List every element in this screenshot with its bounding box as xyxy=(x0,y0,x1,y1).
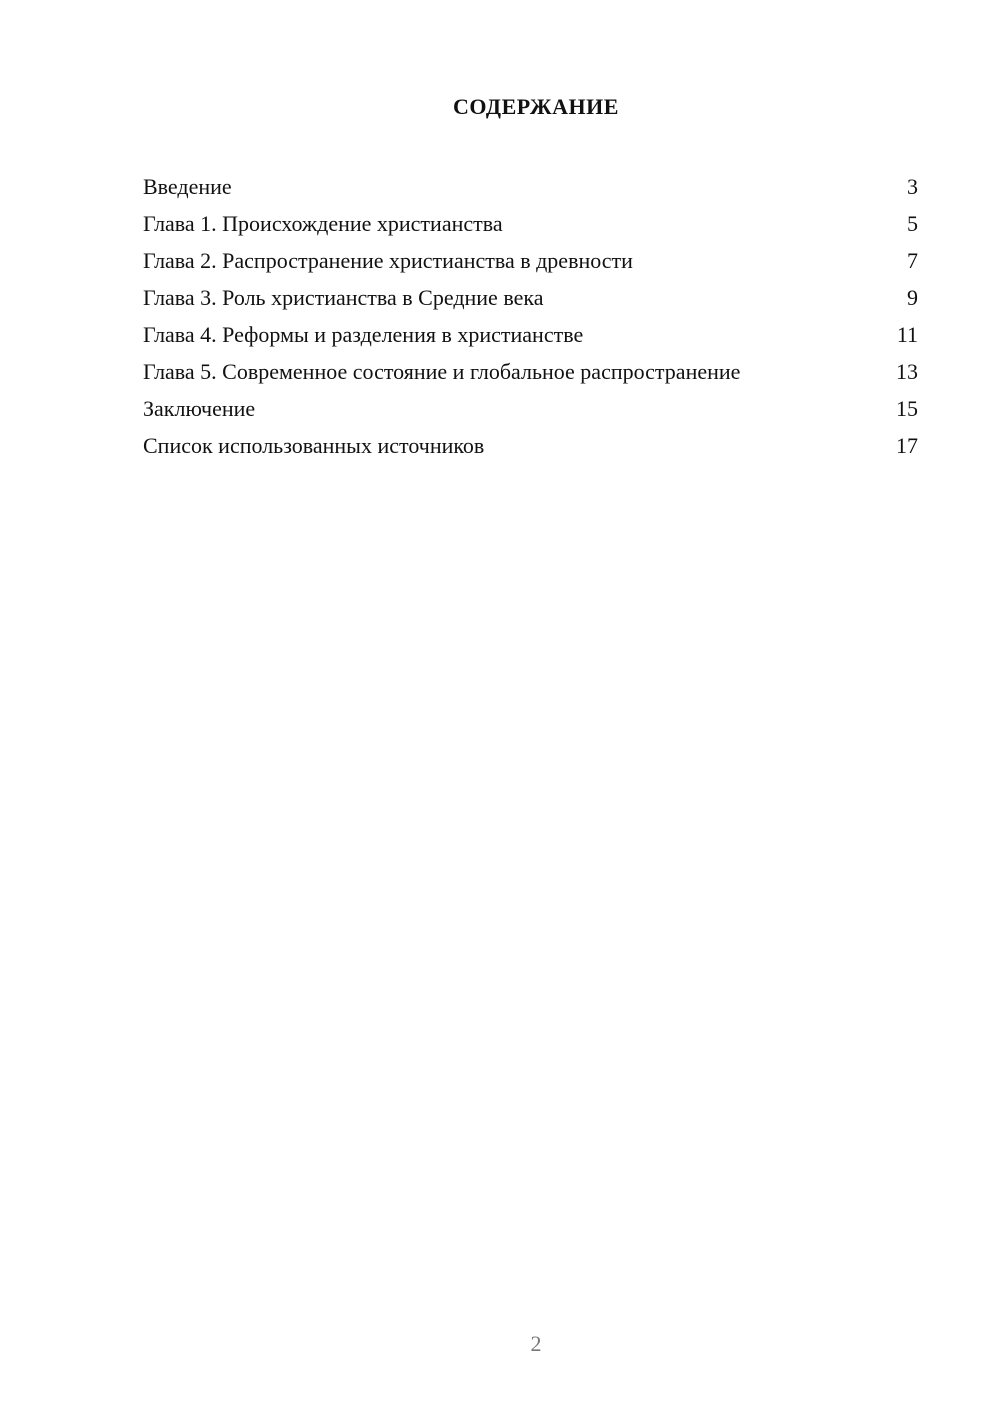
toc-entry-page: 9 xyxy=(907,285,918,310)
toc-entry-chapter-2[interactable] xyxy=(143,242,918,279)
toc-entry-page: 15 xyxy=(896,396,918,421)
toc-entry-label: Глава 5. Современное состояние и глобальное распространение xyxy=(143,359,741,384)
page-number: 2 xyxy=(530,1331,542,1356)
toc-entry-conclusion[interactable] xyxy=(143,390,918,427)
toc-entry-page: 5 xyxy=(907,211,918,236)
toc-entry-label: Введение xyxy=(143,174,232,199)
toc-entry-references[interactable] xyxy=(143,427,918,464)
toc-entry-page: 11 xyxy=(896,322,918,347)
toc-entry-page: 7 xyxy=(907,248,918,273)
toc-entry-label: Глава 2. Распространение христианства в древности xyxy=(143,248,633,273)
toc-list xyxy=(143,168,918,464)
toc-entry-label: Глава 3. Роль христианства в Средние века xyxy=(143,285,544,310)
toc-title: СОДЕРЖАНИЕ xyxy=(453,94,619,119)
toc-entry-chapter-1[interactable] xyxy=(143,205,918,242)
toc-entry-chapter-3[interactable] xyxy=(143,279,918,316)
toc-entry-chapter-4[interactable] xyxy=(143,316,918,353)
toc-entry-page: 17 xyxy=(896,433,918,458)
toc-entry-introduction[interactable] xyxy=(143,168,918,205)
toc-entry-label: Глава 4. Реформы и разделения в христианстве xyxy=(143,322,584,347)
toc-entry-page: 13 xyxy=(896,359,918,384)
toc-entry-label: Список использованных источников xyxy=(143,433,485,458)
toc-entry-label: Глава 1. Происхождение христианства xyxy=(143,211,503,236)
toc-entry-label: Заключение xyxy=(143,396,256,421)
toc-entry-chapter-5[interactable] xyxy=(143,353,918,390)
toc-entry-page: 3 xyxy=(907,174,918,199)
